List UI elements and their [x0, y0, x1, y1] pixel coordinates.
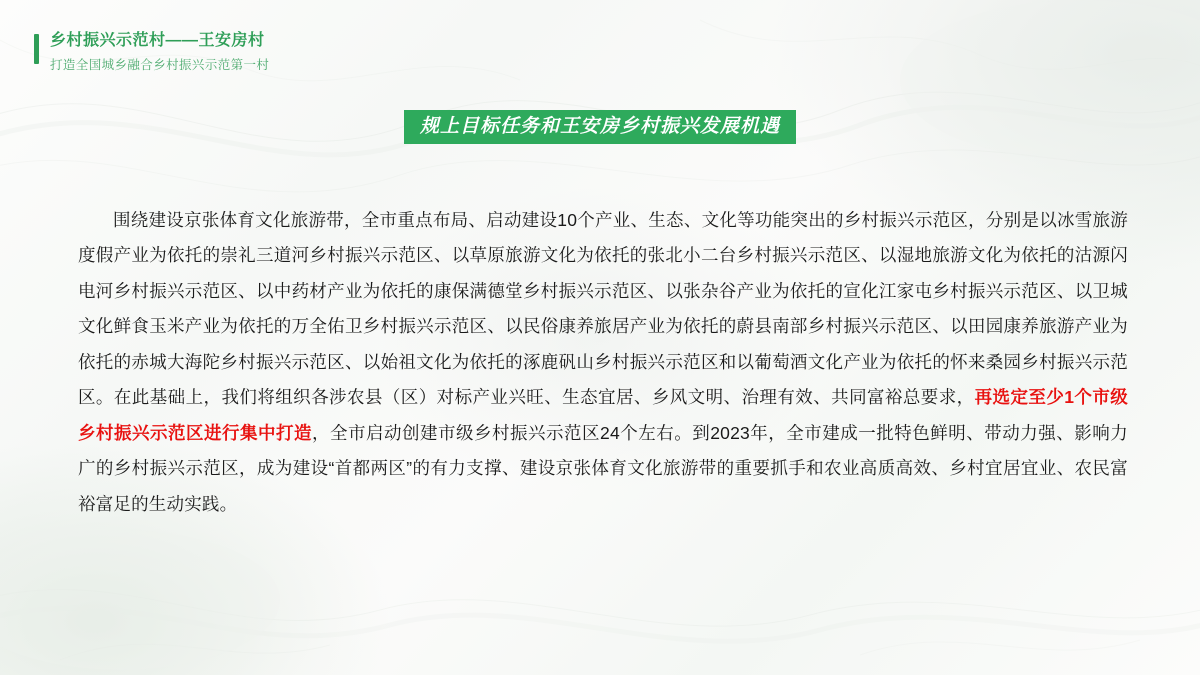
- body-container: [78, 185, 1128, 540]
- body-segment-2-highlight: 再选定至少1个市级乡村振兴示范区进行集中打造: [78, 387, 1128, 443]
- brand-accent-bar: [34, 34, 39, 64]
- body-paragraph: [78, 203, 1128, 523]
- body-segment-1: 围绕建设京张体育文化旅游带，全市重点布局、启动建设10个产业、生态、文化等功能突出的乡村振兴示范区，分别是以冰雪旅游度假产业为依托的崇礼三道河乡村振兴示范区、以草原旅游文化为依托的张北小二台乡村振兴示范区、以湿地旅游文化为依托的沽源闪电河乡村振兴示范区、以中药材产业为依托的康保满德堂乡村振兴示范区、以张杂谷产业为依托的宣化江家屯乡村振兴示范区、以卫城文化鲜食玉米产业为依托的万全佑卫乡村振兴示范区、以民俗康养旅居产业为依托的蔚县南部乡村振兴示范区、以田园康养旅游产业为依托的赤城大海陀乡村振兴示范区、以始祖文化为依托的涿鹿矾山乡村振兴示范区和以葡萄酒文化产业为依托的怀来桑园乡村振兴示范区。在此基础上，我们将组织各涉农县（区）对标产业兴旺、生态宜居、乡风文明、治理有效、共同富裕总要求，: [78, 209, 1128, 408]
- slide-title-container: [0, 110, 1200, 144]
- brand-subtitle: 打造全国城乡融合乡村振兴示范第一村: [50, 57, 270, 72]
- brand-block: [50, 31, 320, 73]
- brand-title: 乡村振兴示范村——王安房村: [50, 32, 265, 49]
- body-segment-3: ，全市启动创建市级乡村振兴示范区24个左右。到2023年，全市建成一批特色鲜明、带动力强、影响力广的乡村振兴示范区，成为建设“首都两区”的有力支撑、建设京张体育文化旅游带的重要抓手和农业高质高效、乡村宜居宜业、农民富裕富足的生动实践。: [78, 422, 1128, 514]
- page-title: 规上目标任务和王安房乡村振兴发展机遇: [404, 110, 796, 144]
